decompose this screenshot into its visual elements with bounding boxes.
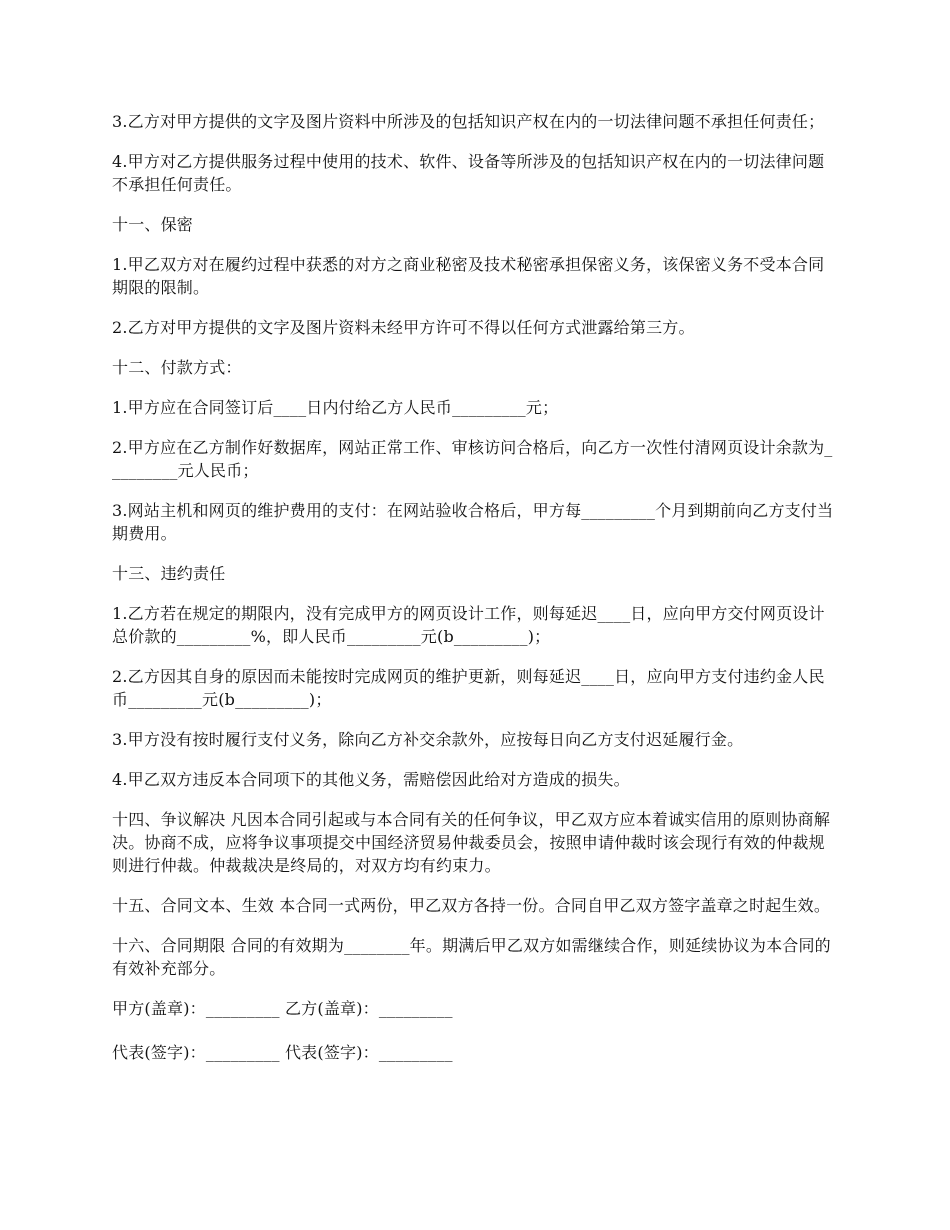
section-heading-confidentiality: 十一、保密 — [112, 215, 194, 234]
liability-clause-1: 1.乙方若在规定的期限内，没有完成甲方的网页设计工作，则每延迟____日，应向甲方交付网页设计总价款的_________%，即人民币_________元(b_________)； — [112, 604, 825, 646]
document-page — [112, 110, 840, 1085]
payment-clause-2: 2.甲方应在乙方制作好数据库，网站正常工作、审核访问合格后，向乙方一次性付清网页设计余款为_________元人民币； — [112, 438, 833, 480]
clause-4-ip-party-a: 4.甲方对乙方提供服务过程中使用的技术、软件、设备等所涉及的包括知识产权在内的一切法律问题不承担任何责任。 — [112, 152, 825, 194]
signature-line-representative: 代表(签字)：_________ 代表(签字)：_________ — [112, 1043, 453, 1062]
payment-clause-1: 1.甲方应在合同签订后____日内付给乙方人民币_________元； — [112, 398, 559, 417]
liability-clause-3: 3.甲方没有按时履行支付义务，除向乙方补交余款外，应按每日向乙方支付迟延履行金。 — [112, 730, 744, 749]
section-heading-liability: 十三、违约责任 — [112, 564, 226, 583]
payment-clause-3: 3.网站主机和网页的维护费用的支付：在网站验收合格后，甲方每_________个月到期前向乙方支付当期费用。 — [112, 501, 834, 543]
section-heading-payment: 十二、付款方式： — [112, 358, 242, 377]
liability-clause-4: 4.甲乙双方违反本合同项下的其他义务，需赔偿因此给对方造成的损失。 — [112, 770, 630, 789]
liability-clause-2: 2.乙方因其自身的原因而未能按时完成网页的维护更新，则每延迟____日，应向甲方支付违约金人民币_________元(b_________)； — [112, 667, 825, 709]
section-contract-term: 十六、合同期限 合同的有效期为________年。期满后甲乙双方如需继续合作，则延续协议为本合同的有效补充部分。 — [112, 936, 831, 978]
signature-line-seal: 甲方(盖章)：_________ 乙方(盖章)：_________ — [112, 999, 453, 1018]
section-contract-text-effect: 十五、合同文本、生效 本合同一式两份，甲乙双方各持一份。合同自甲乙双方签字盖章之时起生效。 — [112, 896, 831, 915]
confidentiality-clause-2: 2.乙方对甲方提供的文字及图片资料未经甲方许可不得以任何方式泄露给第三方。 — [112, 318, 695, 337]
clause-3-ip-party-b: 3.乙方对甲方提供的文字及图片资料中所涉及的包括知识产权在内的一切法律问题不承担任何责任； — [112, 112, 825, 131]
section-dispute-resolution: 十四、争议解决 凡因本合同引起或与本合同有关的任何争议，甲乙双方应本着诚实信用的原则协商解决。协商不成，应将争议事项提交中国经济贸易仲裁委员会，按照申请仲裁时该会现行有效的仲裁规则进行仲裁。仲裁裁决是终局的，对双方均有约束力。 — [112, 810, 831, 875]
confidentiality-clause-1: 1.甲乙双方对在履约过程中获悉的对方之商业秘密及技术秘密承担保密义务，该保密义务不受本合同期限的限制。 — [112, 255, 825, 297]
